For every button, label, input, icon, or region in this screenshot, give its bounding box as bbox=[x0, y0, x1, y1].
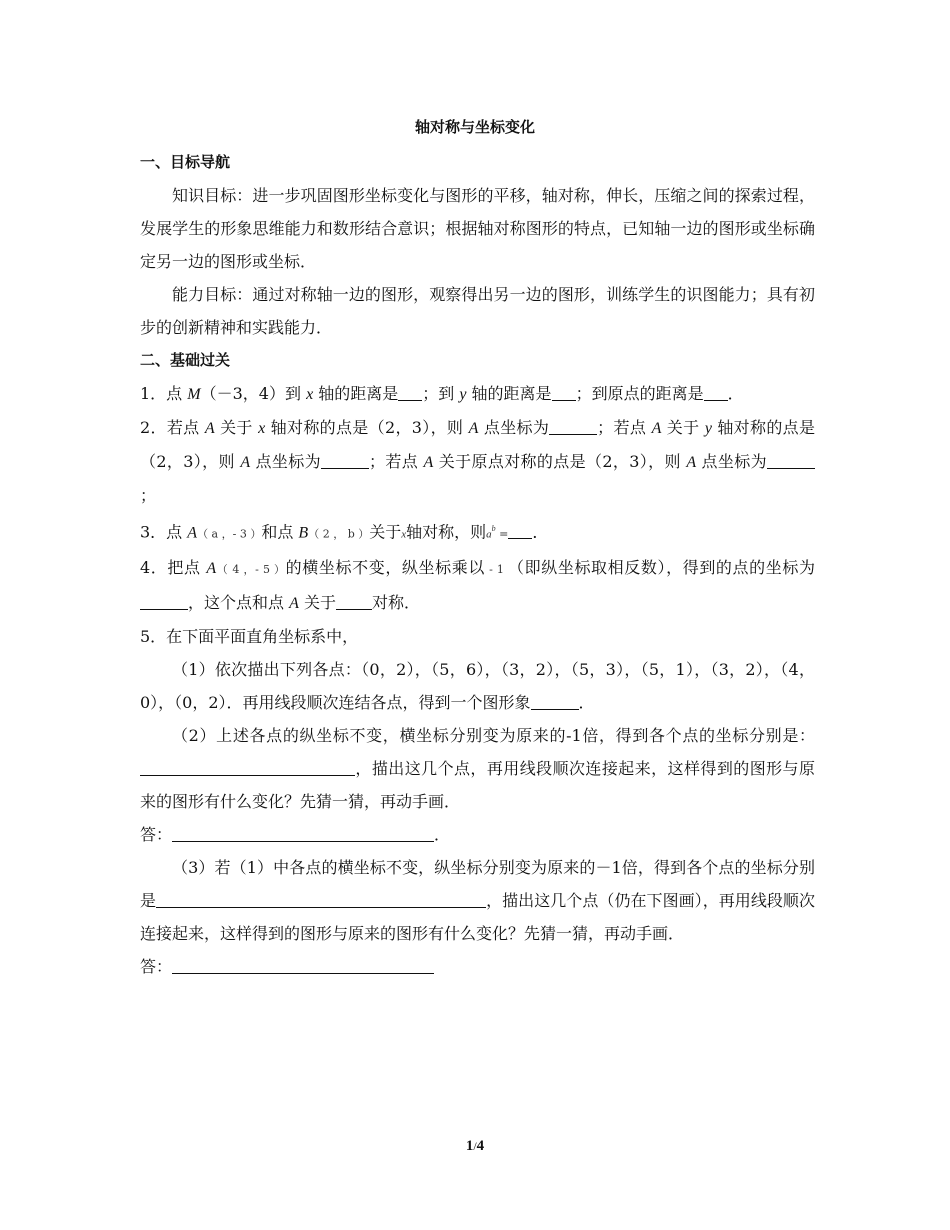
q4-text: 对称． bbox=[371, 593, 420, 613]
q5-p2-text: ，描出这几个点，再用线段顺次连接起来，这样得到的图形与原来的图形有什么变化？先猜一猜，再动手画． bbox=[140, 759, 815, 812]
ability-goal: 能力目标：通过对称轴一边的图形，观察得出另一边的图形，训练学生的识图能力；具有初步的创新精神和实践能力． bbox=[140, 285, 815, 337]
q3-expr-eq: = bbox=[495, 527, 509, 541]
q2-blank-1[interactable] bbox=[549, 418, 597, 435]
q2-text: 关于 bbox=[661, 418, 705, 437]
q1-text: 1．点 bbox=[140, 384, 188, 403]
q5-answer-blank-2[interactable] bbox=[172, 957, 434, 974]
q2-text: ；若点 bbox=[369, 452, 424, 471]
q2-text: 轴对称的点是（2，3），则 bbox=[265, 418, 469, 437]
q2-text: 轴对称的点是（2，3），则 bbox=[140, 418, 815, 471]
q1-blank-1[interactable] bbox=[398, 384, 422, 401]
answer-label: 答： bbox=[140, 957, 173, 977]
q3-expr-base: a bbox=[486, 528, 492, 541]
q1-var-x: x bbox=[306, 386, 314, 403]
q3-point-b: （ 2 ， b ） bbox=[308, 527, 370, 541]
q4-blank-1[interactable] bbox=[140, 593, 188, 610]
q2-var-a: A bbox=[468, 420, 479, 437]
answer-label: 答： bbox=[140, 825, 173, 845]
question-5-part-2 bbox=[140, 719, 815, 818]
question-5-answer-1 bbox=[140, 818, 815, 851]
q4-var-a: A bbox=[289, 595, 299, 613]
q3-text: 关于 bbox=[369, 522, 402, 542]
question-5-answer-2 bbox=[140, 950, 815, 983]
question-3 bbox=[140, 512, 815, 551]
q5-p3-blank[interactable] bbox=[156, 891, 486, 908]
page-number bbox=[0, 1138, 950, 1155]
q5-p1-end: ． bbox=[578, 693, 595, 713]
question-5-part-1 bbox=[140, 653, 815, 719]
q4-text: 的横坐标不变，纵坐标乘以 bbox=[285, 558, 485, 578]
q2-text: 点坐标为 bbox=[478, 418, 550, 437]
q4-var-a: A bbox=[206, 560, 217, 578]
q1-text: 轴的距离是 bbox=[466, 384, 552, 403]
question-4 bbox=[140, 551, 815, 620]
document-content bbox=[140, 146, 815, 983]
q3-blank[interactable] bbox=[508, 522, 532, 539]
q1-text: （－3，4）到 bbox=[200, 384, 307, 403]
q2-var-a: A bbox=[240, 454, 251, 471]
q3-expr-exp: b bbox=[491, 524, 496, 533]
q4-text: 4．把点 bbox=[140, 558, 207, 578]
document-title: 轴对称与坐标变化 bbox=[414, 118, 535, 136]
q3-var-a: A bbox=[187, 524, 198, 542]
knowledge-goal: 知识目标：进一步巩固图形坐标变化与图形的平移，轴对称，伸长，压缩之间的探索过程，发展学生的形象思维能力和数形结合意识；根据轴对称图形的特点，已知轴一边的图形或坐标确定另一边的图形或坐标． bbox=[140, 186, 815, 271]
q3-text: 3．点 bbox=[140, 522, 188, 542]
section-heading-basics: 二、基础过关 bbox=[140, 351, 231, 369]
q5-p1-blank[interactable] bbox=[531, 693, 579, 710]
q1-var-y: y bbox=[459, 386, 467, 403]
q4-blank-2[interactable] bbox=[336, 593, 372, 610]
q2-var-x: x bbox=[258, 420, 266, 437]
q1-blank-2[interactable] bbox=[552, 384, 576, 401]
q2-blank-2[interactable] bbox=[321, 452, 369, 469]
q5-p2-blank[interactable] bbox=[140, 759, 355, 776]
q2-var-a: A bbox=[423, 454, 434, 471]
q2-text: ；若点 bbox=[597, 418, 652, 437]
q3-var-b: B bbox=[298, 524, 309, 542]
q2-var-a: A bbox=[204, 420, 215, 437]
q2-text: 关于原点对称的点是（2，3），则 bbox=[433, 452, 687, 471]
page-current: 1 bbox=[465, 1138, 474, 1154]
q1-text: 轴的距离是 bbox=[313, 384, 399, 403]
q4-text: （即纵坐标取相反数），得到的点的坐标为 bbox=[508, 558, 815, 578]
q4-text: 关于 bbox=[298, 593, 336, 613]
question-2 bbox=[140, 411, 815, 512]
q3-text: ． bbox=[532, 522, 549, 542]
q4-point-a: （ 4 ，- 5 ） bbox=[216, 563, 286, 577]
q2-text: 2．若点 bbox=[140, 418, 205, 437]
q5-p1-text: （1）依次描出下列各点：（0，2），（5，6），（3，2），（5，3），（5，1），（3，2），（4，0），（0，2）．再用线段顺次连结各点，得到一个图形象 bbox=[140, 660, 815, 713]
question-5-intro: 5．在下面平面直角坐标系中， bbox=[140, 627, 359, 647]
answer-end: ． bbox=[434, 825, 451, 845]
q2-text: 点坐标为 bbox=[696, 452, 767, 471]
q5-p2-text: （2）上述各点的纵坐标不变，横坐标分别变为原来的-1倍，得到各个点的坐标分别是： bbox=[172, 726, 815, 746]
q1-text: ；到 bbox=[422, 384, 460, 403]
q2-var-a: A bbox=[651, 420, 662, 437]
q5-p3-text: ，描出这几个点（仍在下图画），再用线段顺次连接起来，这样得到的图形与原来的图形有什么变化？先猜一猜，再动手画． bbox=[140, 891, 815, 944]
q3-text: 轴对称，则 bbox=[406, 522, 487, 542]
q1-text: ． bbox=[727, 384, 744, 403]
q5-p3-text: （3）若（1）中各点的横坐标不变，纵坐标分别变为原来的－1倍，得到各个点的坐标分别是 bbox=[140, 858, 815, 911]
question-1 bbox=[140, 377, 815, 411]
q2-var-a: A bbox=[686, 454, 697, 471]
q3-var-x: x bbox=[401, 528, 407, 541]
q3-text: 和点 bbox=[261, 522, 299, 542]
page-total: 4 bbox=[476, 1138, 485, 1154]
question-5-part-3 bbox=[140, 851, 815, 950]
q2-text: 关于 bbox=[214, 418, 259, 437]
page-separator: / bbox=[473, 1139, 477, 1153]
section-heading-goals: 一、目标导航 bbox=[140, 153, 231, 171]
q3-point-a: （ a ，- 3 ） bbox=[197, 527, 262, 541]
q2-text: ； bbox=[140, 486, 157, 505]
q1-blank-3[interactable] bbox=[704, 384, 728, 401]
q4-text: ，这个点和点 bbox=[188, 593, 290, 613]
q4-multiplier: - 1 bbox=[484, 563, 509, 577]
q2-text: 点坐标为 bbox=[250, 452, 321, 471]
q2-blank-3[interactable] bbox=[767, 452, 815, 469]
q1-text: ；到原点的距离是 bbox=[575, 384, 704, 403]
q1-var-m: M bbox=[187, 386, 201, 403]
q5-answer-blank-1[interactable] bbox=[172, 825, 434, 842]
q2-var-y: y bbox=[704, 420, 712, 437]
